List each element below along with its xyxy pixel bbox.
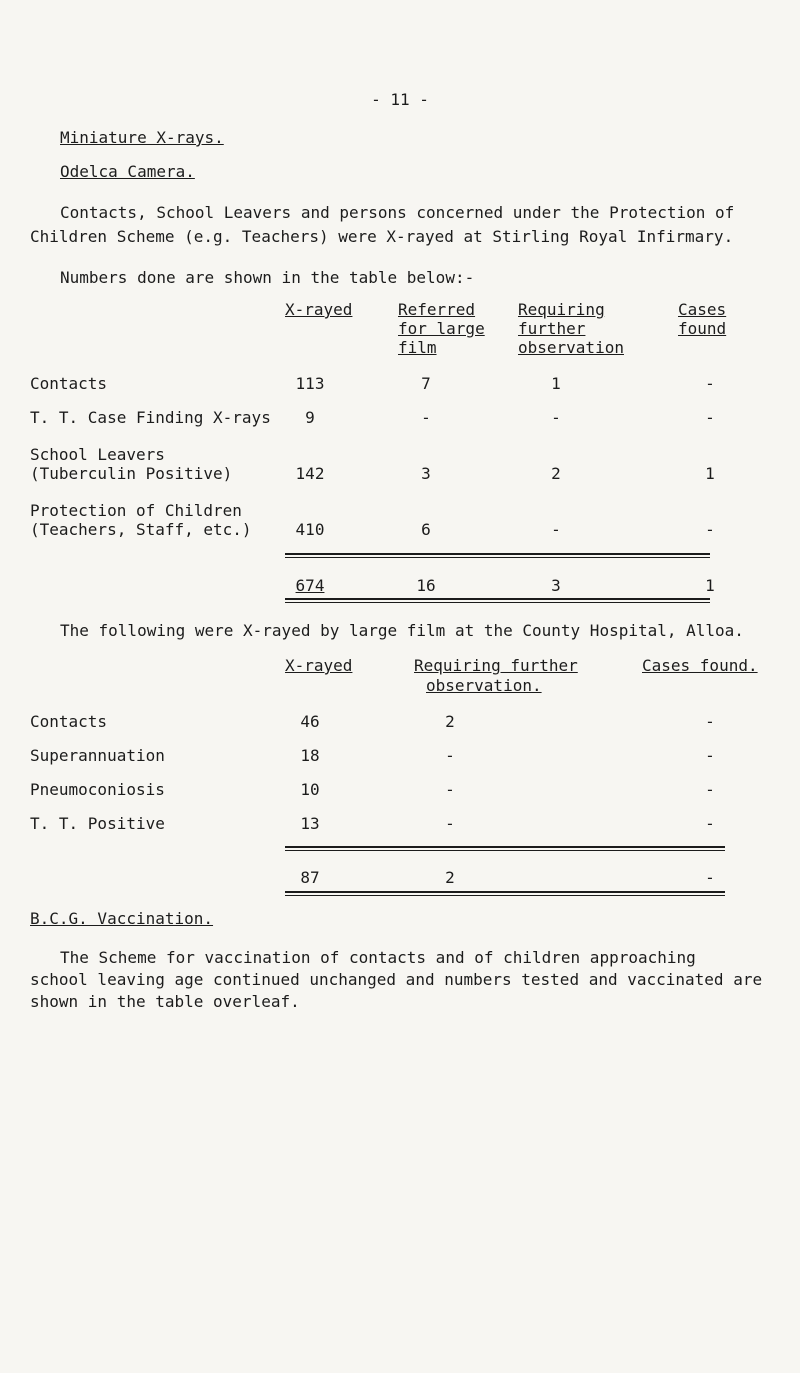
total-xrayed: 674	[295, 576, 325, 595]
header-referred-2: for large	[398, 319, 485, 338]
header-requiring-2: further	[518, 319, 586, 338]
cell-cases: -	[705, 712, 715, 731]
cell-referred: -	[421, 408, 431, 427]
header-cases-2: found	[678, 319, 727, 338]
header-xrayed: X-rayed	[285, 300, 353, 319]
bcg-heading: B.C.G. Vaccination.	[30, 909, 214, 928]
total-requiring: 3	[551, 576, 561, 595]
bcg-line-2: school leaving age continued unchanged and numbers tested and vaccinated are	[30, 970, 763, 989]
county-note: The following were X-rayed by large film at the County Hospital, Alloa.	[60, 621, 744, 640]
cell-xrayed: 142	[295, 464, 325, 483]
table-divider-bottom	[285, 891, 725, 896]
cell-xrayed: 10	[300, 780, 320, 799]
cell-xrayed: 410	[295, 520, 325, 539]
total-cases: 1	[705, 576, 715, 595]
intro-line-1: Contacts, School Leavers and persons concerned under the Protection of	[60, 203, 735, 222]
row-label: T. T. Case Finding X-rays	[30, 408, 271, 427]
cell-referred: 7	[421, 374, 431, 393]
table-divider-bottom	[285, 598, 710, 603]
table-divider-top	[285, 553, 710, 558]
cell-xrayed: 13	[300, 814, 320, 833]
cell-requiring: 2	[551, 464, 561, 483]
cell-requiring: -	[445, 780, 455, 799]
cell-xrayed: 46	[300, 712, 320, 731]
cell-cases: -	[705, 746, 715, 765]
cell-cases: 1	[705, 464, 715, 483]
cell-xrayed: 113	[295, 374, 325, 393]
section-heading: Miniature X-rays.	[60, 128, 224, 147]
cell-requiring: -	[445, 814, 455, 833]
bcg-line-1: The Scheme for vaccination of contacts and of children approaching	[60, 948, 696, 967]
bcg-line-3: shown in the table overleaf.	[30, 992, 300, 1011]
row-label: Protection of Children	[30, 501, 242, 520]
cell-requiring: 1	[551, 374, 561, 393]
table-divider-top	[285, 846, 725, 851]
cell-requiring: 2	[445, 712, 455, 731]
camera-subheading: Odelca Camera.	[60, 162, 195, 181]
header-referred-3: film	[398, 338, 437, 357]
row-label: Pneumoconiosis	[30, 780, 165, 799]
row-label: Contacts	[30, 374, 108, 393]
cell-requiring: -	[551, 520, 561, 539]
cell-xrayed: 18	[300, 746, 320, 765]
row-label: Contacts	[30, 712, 108, 731]
row-label: T. T. Positive	[30, 814, 165, 833]
total-xrayed: 87	[300, 868, 320, 887]
cell-cases: -	[705, 520, 715, 539]
cell-xrayed: 9	[305, 408, 315, 427]
cell-cases: -	[705, 374, 715, 393]
cell-cases: -	[705, 780, 715, 799]
header-cases: Cases found.	[642, 656, 758, 675]
cell-referred: 3	[421, 464, 431, 483]
page-number: - 11 -	[371, 90, 429, 109]
total-referred: 16	[416, 576, 436, 595]
row-label-sub: (Tuberculin Positive)	[30, 464, 233, 483]
header-requiring-1: Requiring	[518, 300, 605, 319]
total-requiring: 2	[445, 868, 455, 887]
cell-referred: 6	[421, 520, 431, 539]
header-referred-1: Referred	[398, 300, 476, 319]
row-label: Superannuation	[30, 746, 165, 765]
cell-cases: -	[705, 408, 715, 427]
row-label-sub: (Teachers, Staff, etc.)	[30, 520, 252, 539]
cell-cases: -	[705, 814, 715, 833]
header-cases-1: Cases	[678, 300, 727, 319]
row-label: School Leavers	[30, 445, 165, 464]
header-requiring-3: observation	[518, 338, 624, 357]
header-requiring-1: Requiring further	[414, 656, 578, 675]
total-cases: -	[705, 868, 715, 887]
header-xrayed: X-rayed	[285, 656, 353, 675]
header-requiring-2: observation.	[426, 676, 542, 695]
intro-line-2: Children Scheme (e.g. Teachers) were X-rayed at Stirling Royal Infirmary.	[30, 227, 734, 246]
cell-requiring: -	[445, 746, 455, 765]
numbers-note: Numbers done are shown in the table below:-	[60, 268, 475, 287]
cell-requiring: -	[551, 408, 561, 427]
